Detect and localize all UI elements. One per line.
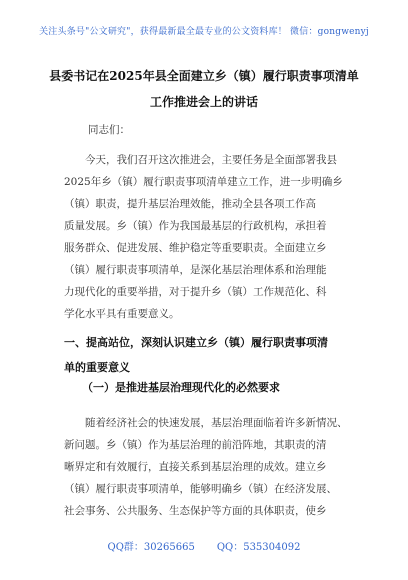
- paragraph-line: 随着经济社会的快速发展，基层治理面临着许多新情况、: [85, 417, 348, 429]
- qq-number: QQ：535304092: [216, 542, 301, 553]
- paragraph-line: 新问题。乡（镇）作为基层治理的前沿阵地，其职责的清: [64, 439, 327, 451]
- paragraph-line: 社会事务、公共服务、生态保护等方面的具体职责，使乡: [64, 505, 327, 517]
- paragraph-line: 学化水平具有重要意义。: [64, 308, 180, 320]
- paragraph-line: （镇）履行职责事项清单，是深化基层治理体系和治理能: [64, 264, 327, 276]
- section-heading-line: 一、提高站位，深刻认识建立乡（镇）履行职责事项清: [64, 336, 328, 349]
- header-banner: 关注头条号"公文研究"，获得最新最全最专业的公文资料库！ 微信：gongwenyj: [39, 27, 369, 37]
- paragraph-line: （镇）履行职责事项清单，能够明确乡（镇）在经济发展、: [64, 483, 337, 495]
- paragraph-line: 晰界定和有效履行，直接关系到基层治理的成效。建立乡: [64, 461, 327, 473]
- paragraph-line: （镇）职责，提升基层治理效能，推动全县各项工作高: [64, 198, 316, 210]
- paragraph-line: 今天，我们召开这次推进会，主要任务是全面部署我县: [85, 154, 337, 166]
- paragraph-intro: [64, 149, 343, 325]
- subsection-heading-1: （一）是推进基层治理现代化的必然要求: [82, 381, 280, 394]
- footer-banner: [0, 538, 408, 553]
- paragraph-line: 2025年乡（镇）履行职责事项清单建立工作，进一步明确乡: [64, 176, 343, 188]
- greeting: 同志们：: [88, 124, 130, 136]
- section-heading-line: 单的重要意义: [64, 361, 130, 374]
- section-heading-1: [64, 330, 328, 380]
- paragraph-line: 质量发展。乡（镇）作为我国最基层的行政机构，承担着: [64, 220, 327, 232]
- document-title-line-2: 工作推进会上的讲话: [149, 95, 258, 109]
- paragraph-line: 服务群众、促进发展、维护稳定等重要职责。全面建立乡: [64, 242, 327, 254]
- document-title-line-1: 县委书记在2025年县全面建立乡（镇）履行职责事项清单: [49, 69, 359, 83]
- paragraph-section-1: [64, 412, 348, 522]
- qq-group-number: QQ群：30265665: [107, 542, 195, 553]
- paragraph-line: 力现代化的重要举措，对于提升乡（镇）工作规范化、科: [64, 286, 327, 298]
